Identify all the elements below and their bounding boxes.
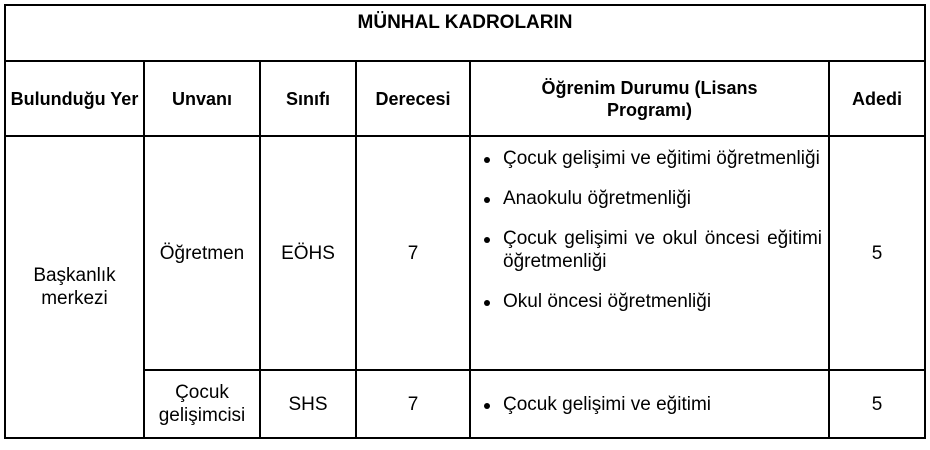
list-item: Çocuk gelişimi ve okul öncesi eğitimi öğretmenliği [471, 227, 828, 273]
list-item: Okul öncesi öğretmenliği [471, 290, 828, 313]
location-cell: Başkanlık merkezi [5, 136, 144, 438]
position-grade-cell: 7 [356, 136, 470, 370]
position-title-cell: Çocuk gelişimcisi [144, 370, 260, 438]
position-class-cell: EÖHS [260, 136, 356, 370]
bullet-icon [484, 403, 490, 409]
list-item: Çocuk gelişimi ve eğitimi [471, 393, 828, 416]
header-title: Unvanı [144, 61, 260, 136]
header-count: Adedi [829, 61, 925, 136]
header-location: Bulunduğu Yer [5, 61, 144, 136]
list-item: Çocuk gelişimi ve eğitimi öğretmenliği [471, 147, 828, 170]
position-grade-cell: 7 [356, 370, 470, 438]
table-row [5, 136, 925, 370]
list-item: Anaokulu öğretmenliği [471, 187, 828, 210]
education-list [471, 393, 828, 416]
header-class: Sınıfı [260, 61, 356, 136]
position-class-cell: SHS [260, 370, 356, 438]
education-list [471, 147, 828, 313]
vacancy-table [4, 4, 926, 439]
position-count-cell: 5 [829, 370, 925, 438]
education-cell [470, 370, 829, 438]
table-title: MÜNHAL KADROLARIN [5, 5, 925, 61]
education-cell [470, 136, 829, 370]
bullet-icon [484, 237, 490, 243]
header-education: Öğrenim Durumu (Lisans Programı) [470, 61, 829, 136]
position-count-cell: 5 [829, 136, 925, 370]
header-grade: Derecesi [356, 61, 470, 136]
bullet-icon [484, 300, 490, 306]
bullet-icon [484, 197, 490, 203]
position-title-cell: Öğretmen [144, 136, 260, 370]
bullet-icon [484, 157, 490, 163]
